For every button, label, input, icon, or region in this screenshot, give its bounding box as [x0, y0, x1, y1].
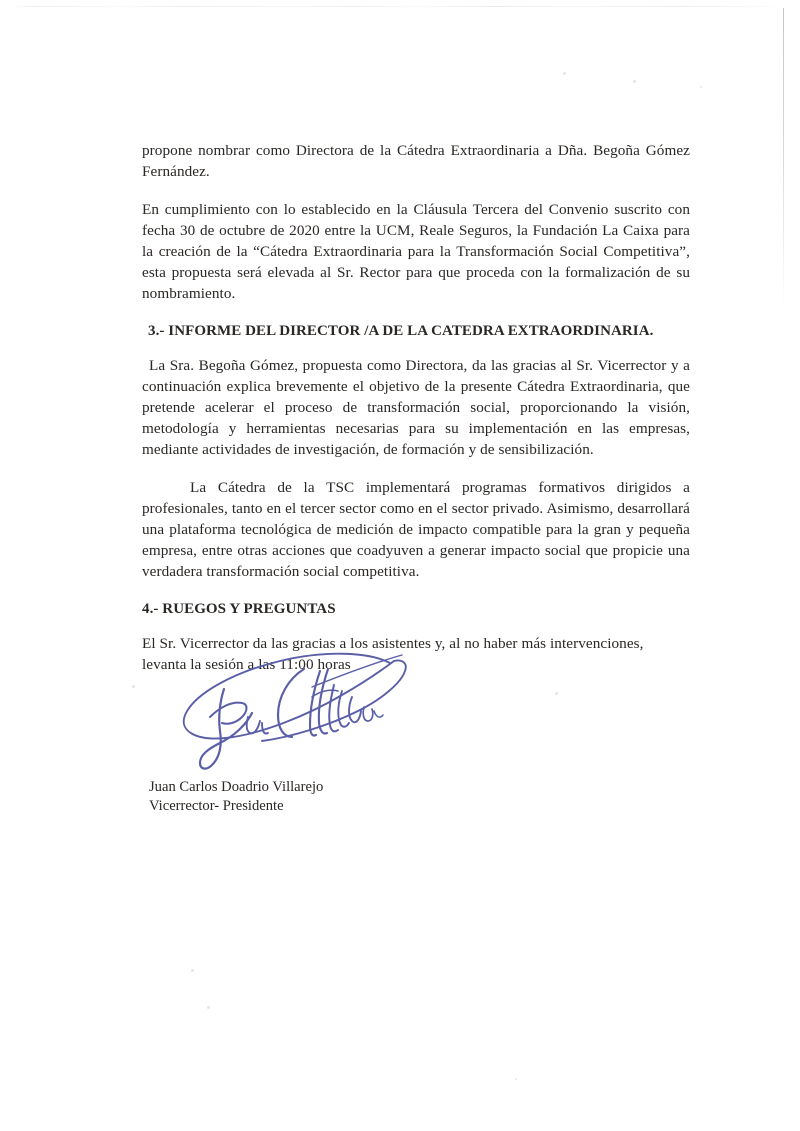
- section-heading-4: 4.- RUEGOS Y PREGUNTAS: [142, 601, 336, 617]
- scan-speck: [191, 969, 194, 972]
- scan-line-artifact: [783, 8, 784, 308]
- scan-speck: [555, 692, 558, 695]
- scan-speck: [700, 86, 702, 88]
- paragraph-informe-directora: La Sra. Begoña Gómez, propuesta como Directora, da las gracias al Sr. Vicerrector y a continuación explica brevemente el objetivo de la presente Cátedra Extraordinaria, que pretende acelerar el proceso de transformación social, proporcionando la visión, metodología y herramientas necesarias para su implementación en las empresas, mediante actividades de investigación, de formación y de sensibilización.: [142, 357, 690, 458]
- signature-block: [142, 645, 462, 825]
- paragraph-cierre-sesion: El Sr. Vicerrector da las gracias a los asistentes y, al no haber más intervenciones, levanta la sesión a las 11:00 horas: [142, 635, 644, 673]
- handwritten-signature-icon: [162, 645, 422, 775]
- scan-edge-artifact: [10, 6, 790, 7]
- signatory-role: Vicerrector- Presidente: [149, 798, 284, 814]
- signatory-name: Juan Carlos Doadrio Villarejo: [149, 779, 324, 795]
- document-body: [142, 140, 690, 692]
- paragraph-continuation: propone nombrar como Directora de la Cátedra Extraordinaria a Dña. Begoña Gómez Fernández.: [142, 142, 690, 180]
- signature-name-block: [149, 778, 323, 816]
- scan-speck: [515, 1078, 517, 1080]
- paragraph-catedra-tsc: La Cátedra de la TSC implementará programas formativos dirigidos a profesionales, tanto en el tercer sector como en el sector privado. Asimismo, desarrollará una plataforma tecnológica de medición de impacto compatible para la gran y pequeña empresa, entre otras acciones que coadyuven a generar impacto social que propicie una verdadera transformación social competitiva.: [142, 479, 690, 580]
- scan-speck: [207, 1006, 210, 1009]
- section-heading-3: 3.- INFORME DEL DIRECTOR /A DE LA CATEDRA EXTRAORDINARIA.: [148, 323, 654, 339]
- paragraph-convenio: En cumplimiento con lo establecido en la Cláusula Tercera del Convenio suscrito con fecha 30 de octubre de 2020 entre la UCM, Reale Seguros, la Fundación La Caixa para la creación de la “Cátedra Extraordinaria para la Transformación Social Competitiva”, esta propuesta será elevada al Sr. Rector para que proceda con la formalización de su nombramiento.: [142, 201, 690, 302]
- scan-speck: [633, 80, 636, 83]
- scan-speck: [132, 685, 135, 688]
- scan-speck: [563, 72, 566, 75]
